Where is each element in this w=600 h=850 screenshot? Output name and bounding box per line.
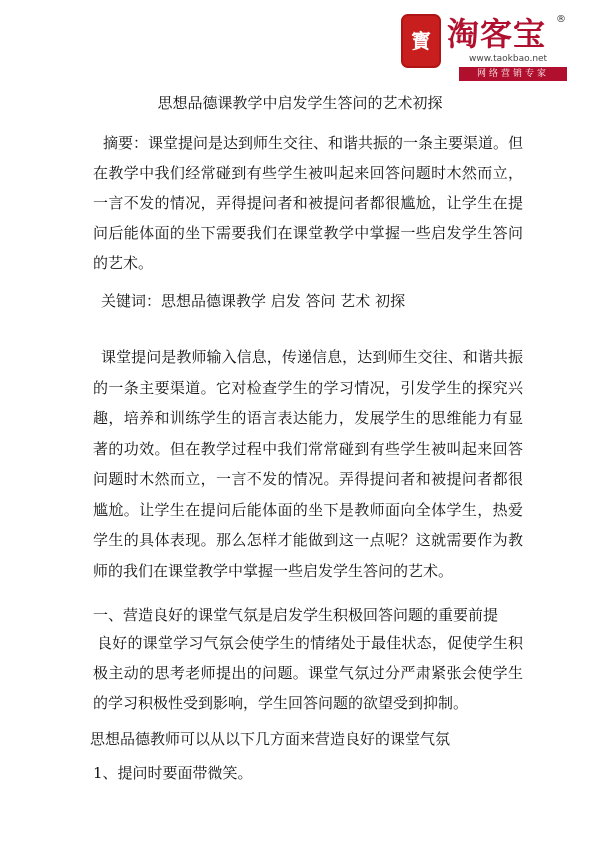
body-paragraph-3: 思想品德教师可以从以下几方面来营造良好的课堂气氛 <box>90 730 451 748</box>
section-heading-1: 一、营造良好的课堂气氛是启发学生积极回答问题的重要前提 <box>93 606 499 624</box>
logo-seal-icon: 寳 <box>401 14 441 68</box>
body-paragraph-1: 课堂提问是教师输入信息，传递信息，达到师生交往、和谐共振的一条主要渠道。它对检查学生的学习情况，引发学生的探究兴趣，培养和训练学生的语言表达能力，发展学生的思维能力有显著的功效。但在教学过程中我们常常碰到有些学生被叫起来回答问题时木然而立，一言不发的情况。弄得提问者和被提问者都很尴尬。让学生在提问后能体面的坐下是教师面向全体学生，热爱学生的具体表现。那么怎样才能做到这一点呢？这就需要作为教师的我们在课堂教学中掌握一些启发学生答问的艺术。 <box>93 348 523 580</box>
registered-mark: ® <box>556 14 566 25</box>
logo-wordmark: 淘客宝 <box>447 15 547 53</box>
keywords-line: 关键词：思想品德课教学 启发 答问 艺术 初探 <box>101 292 406 310</box>
abstract-paragraph: 摘要：课堂提问是达到师生交往、和谐共振的一条主要渠道。但在教学中我们经常碰到有些学生被叫起来回答问题时木然而立，一言不发的情况，弄得提问者和被提问者都很尴尬，让学生在提问后能体面的坐下需要我们在课堂教学中掌握一些启发学生答问的艺术。 <box>93 134 524 272</box>
logo-url: www.taokbao.net <box>469 54 548 64</box>
logo-tagline: 网络营销专家 <box>459 67 567 81</box>
document-title: 思想品德课教学中启发学生答问的艺术初探 <box>157 94 443 112</box>
body-paragraph-2: 良好的课堂学习气氛会使学生的情绪处于最佳状态，促使学生积极主动的思考老师提出的问题。课堂气氛过分严肃紧张会使学生的学习积极性受到影响，学生回答问题的欲望受到抑制。 <box>93 634 523 712</box>
list-item-1: 1、提问时要面带微笑。 <box>93 764 253 782</box>
logo <box>397 10 572 80</box>
